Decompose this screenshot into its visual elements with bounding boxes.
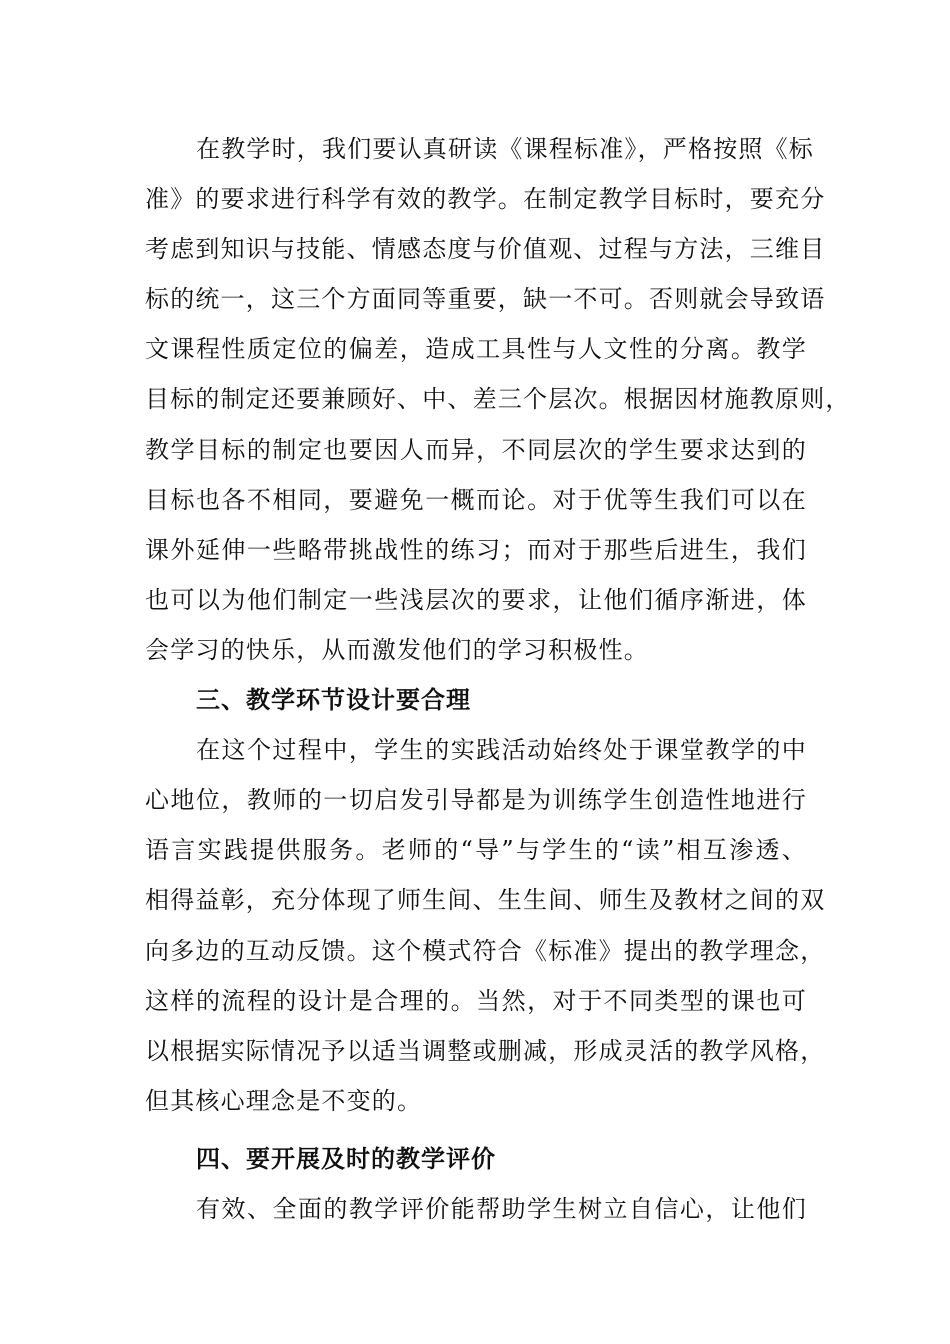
text-line: 这样的流程的设计是合理的。当然，对于不同类型的课也可 [145, 986, 807, 1015]
paragraph-teaching-objectives [145, 124, 851, 675]
text-line: 心地位，教师的一切启发引导都是为训练学生创造性地进行 [145, 786, 807, 815]
text-line: 标的统一，这三个方面同等重要，缺一不可。否则就会导致语 [145, 285, 826, 314]
text-line: 有效、全面的教学评价能帮助学生树立自信心，让他们 [196, 1194, 807, 1223]
text-line: 目标的制定还要兼顾好、中、差三个层次。根据因材施教原则， [145, 385, 851, 414]
text-line: 也可以为他们制定一些浅层次的要求，让他们循序渐进，体 [145, 585, 807, 614]
section-heading-4: 四、要开展及时的教学评价 [196, 1144, 496, 1173]
document-body [145, 124, 851, 1234]
text-line: 在这个过程中，学生的实践活动始终处于课堂教学的中 [196, 736, 807, 765]
paragraph-teaching-evaluation [145, 1184, 807, 1234]
paragraph-teaching-process [145, 725, 826, 1126]
text-line: 向多边的互动反馈。这个模式符合《标准》提出的教学理念， [145, 936, 826, 965]
text-line: 文课程性质定位的偏差，造成工具性与人文性的分离。教学 [145, 335, 807, 364]
text-line: 考虑到知识与技能、情感态度与价值观、过程与方法，三维目 [145, 235, 826, 264]
text-line: 会学习的快乐，从而激发他们的学习积极性。 [145, 635, 649, 664]
text-line: 教学目标的制定也要因人而异，不同层次的学生要求达到的 [145, 435, 807, 464]
text-line: 目标也各不相同，要避免一概而论。对于优等生我们可以在 [145, 485, 807, 514]
text-line: 在教学时，我们要认真研读《课程标准》，严格按照《标 [196, 135, 814, 163]
text-line: 课外延伸一些略带挑战性的练习；而对于那些后进生，我们 [145, 535, 807, 564]
text-line: 但其核心理念是不变的。 [145, 1086, 423, 1115]
text-line: 以根据实际情况予以适当调整或删减，形成灵活的教学风格， [145, 1036, 826, 1065]
section-heading-3: 三、教学环节设计要合理 [196, 686, 471, 715]
text-line: 准》的要求进行科学有效的教学。在制定教学目标时，要充分 [145, 185, 826, 214]
text-line: 语言实践提供服务。老师的“导”与学生的“读”相互渗透、 [145, 836, 807, 865]
text-line: 相得益彰，充分体现了师生间、生生间、师生及教材之间的双 [145, 886, 826, 915]
